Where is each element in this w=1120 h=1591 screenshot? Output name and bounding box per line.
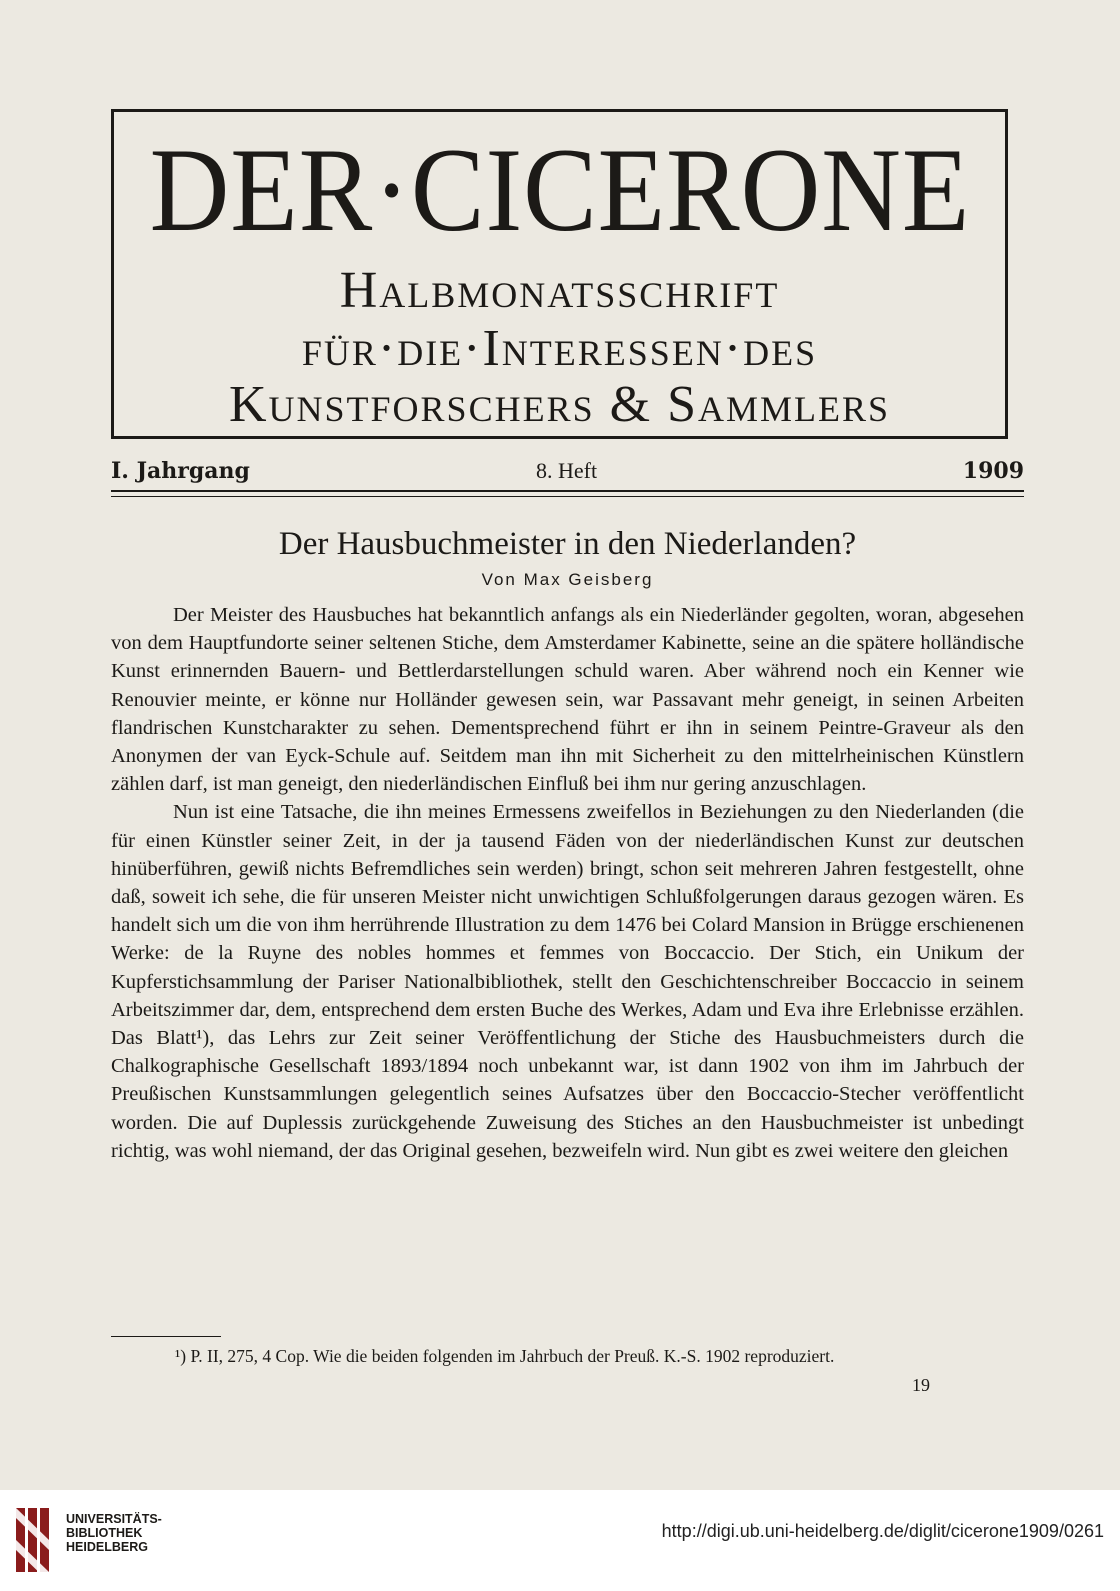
masthead-subtitle-line-2: für·die·Interessen·des	[301, 320, 818, 377]
issue-info	[111, 458, 1024, 488]
source-url-link[interactable]: http://digi.ub.uni-heidelberg.de/diglit/cicerone1909/0261	[661, 1521, 1104, 1541]
issue-year: 1909	[962, 458, 1024, 484]
library-logo-icon	[12, 1500, 57, 1582]
footnote: ¹) P. II, 275, 4 Cop. Wie die beiden folgenden im Jahrbuch der Preuß. K.-S. 1902 reproduziert.	[175, 1346, 835, 1366]
footnote-rule	[111, 1336, 221, 1337]
library-name	[66, 1512, 162, 1554]
volume-label: I. Jahrgang	[111, 458, 250, 484]
header-rule-thin	[111, 496, 1024, 497]
masthead-title: DER·CICERONE	[149, 123, 971, 256]
article-title: Der Hausbuchmeister in den Niederlanden?	[278, 526, 857, 562]
library-name-line-1: UNIVERSITÄTS-	[66, 1512, 162, 1526]
article-body	[111, 601, 1024, 1165]
body-paragraph: Der Meister des Hausbuches hat bekanntlich anfangs als ein Niederländer gegolten, woran, abgesehen von dem Hauptfundorte seiner seltenen Stiche, dem Amsterdamer Kabinette, seine an die spätere holländische Kunst erinnernden Bauern- und Bettlerdarstellungen schuld waren. Aber während noch ein Kenner wie Renouvier meinte, er könne nur Holländer gewesen sein, war Passavant mehr geneigt, in seinen Arbeiten flandrischen Kunstcharakter zu sehen. Dementsprechend führt er ihn in seinem Peintre-Graveur als den Anonymen der van Eyck-Schule auf. Seitdem man ihn mit Sicherheit zu den mittelrheinischen Künstlern zählen darf, ist man geneigt, den niederländischen Einfluß bei ihm nur gering anzuschlagen.	[111, 604, 1024, 796]
issue-number: 8. Heft	[536, 458, 598, 483]
masthead	[111, 109, 1008, 439]
library-name-line-3: HEIDELBERG	[66, 1540, 148, 1554]
page-number: 19	[912, 1375, 930, 1395]
masthead-subtitle-line-1: Halbmonatsschrift	[339, 262, 780, 319]
library-name-line-2: BIBLIOTHEK	[66, 1526, 143, 1540]
article-byline: Von Max Geisberg	[481, 570, 654, 589]
body-paragraph: Nun ist eine Tatsache, die ihn meines Ermessens zweifellos in Beziehungen zu den Niederlanden (die für einen Künstler seiner Zeit, in der ja tausend Fäden von der niederländischen Kunst zur deutschen hinüberführen, gewiß nichts Befremdliches sein werden) bringt, schon seit mehreren Jahren festgestellt, ohne daß, soweit ich sehe, die für unseren Meister nicht unwichtigen Schlußfolgerungen daraus gezogen wären. Es handelt sich um die von ihm herrührende Illustration zu dem 1476 bei Colard Mansion in Brügge erschienenen Werke: de la Ruyne des nobles hommes et femmes von Boccaccio. Der Stich, ein Unikum der Kupferstichsammlung der Pariser Nationalbibliothek, stellt den Geschichtenschreiber Boccaccio in seinem Arbeitszimmer dar, dem, entsprechend dem ersten Buche des Werkes, Adam und Eva ihre Erlebnisse erzählen. Das Blatt¹), das Lehrs zur Zeit seiner Veröffentlichung der Stiche des Hausbuchmeisters durch die Chalkographische Gesellschaft 1893/1894 noch unbekannt war, ist dann 1902 von ihm im Jahrbuch der Preußischen Kunstsammlungen gelegentlich seines Aufsatzes über den Boccaccio-Stecher veröffentlicht worden. Die auf Duplessis zurückgehende Zuweisung des Stiches an den Hausbuchmeister ist unbedingt richtig, was wohl niemand, der das Original gesehen, bezweifeln wird. Nun gibt es zwei weitere den gleichen	[111, 801, 1024, 1162]
masthead-subtitle-line-3: Kunstforschers & Sammlers	[228, 376, 891, 433]
header-rule-thick	[111, 490, 1024, 492]
